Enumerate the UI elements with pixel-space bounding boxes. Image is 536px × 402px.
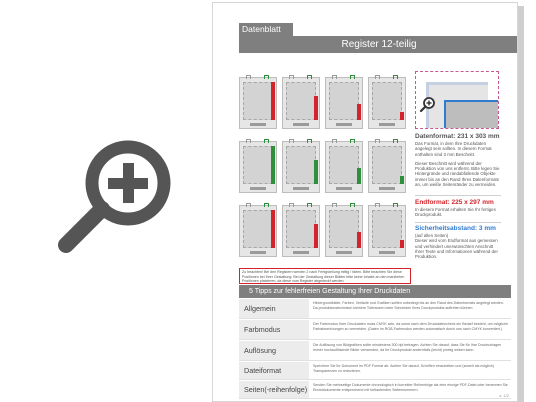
- register-tile: [239, 141, 277, 193]
- data-format-extra: Dieser Beschnitt wird während der Produktion von uns entfernt. Bitte legen Sie Hintergründe und randabfallende Objekte immer bis an den Rand Ihres Datenformats an, um weiße Seitenränder zu vermeiden.: [415, 160, 500, 188]
- tip-label: Allgemein: [239, 299, 309, 318]
- register-tile: [325, 205, 363, 257]
- divider: [415, 195, 501, 196]
- tip-label: Farbmodus: [239, 320, 309, 339]
- datasheet-label: Datenblatt: [239, 23, 293, 36]
- safety-subtitle: (auf allen Seiten): [415, 233, 449, 238]
- page-title: Register 12-teilig: [239, 36, 518, 53]
- register-tile: [239, 77, 277, 129]
- safety-text: Dieser wird vom Endformat aus gemessen und verhindert unerwünschten Anschnitt Ihrer Texte und Informationen während der Produktion.: [415, 238, 498, 260]
- end-format-title: Endformat: 225 x 297 mm: [415, 199, 494, 206]
- info-safety-margin: [415, 225, 501, 259]
- tip-text: Hintergrundbilder, Farben, Verläufe und Grafiken sollten unbedingt bis an den Rand des Datenformats angelegt werden. Da produktionstechnisch kleinere Toleranzen beim Schneiden Ihres Druckprodukts auftreten können.: [313, 301, 504, 310]
- tip-row: [239, 362, 511, 380]
- divider: [415, 222, 501, 223]
- safety-title: Sicherheitsabstand: 3 mm: [415, 225, 496, 232]
- tip-row: [239, 341, 511, 361]
- data-format-text: Das Format, in dem Ihre Druckdaten angelegt sein sollten. In diesem Format enthalten sind 3 mm Beschnitt.: [415, 141, 492, 157]
- register-tile: [325, 141, 363, 193]
- tip-row: [239, 299, 511, 319]
- register-tile: [282, 77, 320, 129]
- tip-label: Seiten(-reihenfolge): [239, 381, 309, 398]
- tip-label: Dateiformat: [239, 362, 309, 379]
- tip-text: Die Auflösung von Bildgrafiken sollte mindestens 300 dpi betragen. Achten Sie darauf, dass Sie für Ihre Druckvorlagen immer hochauflösende Bilder verwenden, da Ihr Druckprodukt andernfalls (leicht) pixelig wirken kann.: [313, 343, 502, 352]
- tips-header: 5 Tipps zur fehlerfreien Gestaltung Ihrer Druckdaten: [239, 285, 511, 298]
- tip-text: Speichern Sie Ihr Dokument im PDF Format ab. Achten Sie darauf, Schriften einzubetten und (soweit als möglich) Transparenzen zu reduzieren.: [313, 364, 494, 373]
- zoom-in-icon[interactable]: [50, 125, 190, 265]
- page-number: s. 1/2: [499, 393, 509, 398]
- register-tile: [282, 141, 320, 193]
- info-end-format: [415, 199, 501, 218]
- register-tile: [368, 141, 406, 193]
- datasheet-page[interactable]: [212, 2, 518, 402]
- tip-row: [239, 320, 511, 340]
- tip-label: Auflösung: [239, 341, 309, 360]
- end-format-text: In diesem Format erhalten Sie Ihr fertiges Druckprodukt.: [415, 207, 496, 218]
- tip-row: [239, 381, 511, 399]
- register-tile: [239, 205, 277, 257]
- register-tile: [368, 77, 406, 129]
- register-tile: [282, 205, 320, 257]
- warning-note: Zu beachten! Bei den Registern werden 2 nach Fertigstellung mittig / falten. Bitte beachten Sie diese Positionen bei Ihrer Gestaltung. Bei der Gestaltung dieser Blätter bitte keine Inhalte an den markierten Positionen platzieren, da diese vom Register abgedeckt werden.: [239, 268, 411, 284]
- tip-text: Der Farbmodus Ihrer Druckdaten muss CMYK sein, da sonst nach dem Druckdatencheck ein Bedarf besteht, um mögliche Farbabweichungen zu vermeiden. (Daten im RGB-Farbmodus werden automatisch durch uns nach CMYK konvertiert.): [313, 322, 508, 331]
- register-tile: [368, 205, 406, 257]
- info-data-format: [415, 133, 501, 187]
- tip-text: Senden Sie mehrseitige Dokumente chronologisch in korrekter Reihenfolge als eine einzige PDF-Datei oder benennen Sie Einzeldokumente entsprechend mit fortlaufenden Seitennummern.: [313, 383, 508, 392]
- data-format-title: Datenformat: 231 x 303 mm: [415, 133, 500, 140]
- register-tile: [325, 77, 363, 129]
- zoom-in-icon[interactable]: [419, 95, 437, 113]
